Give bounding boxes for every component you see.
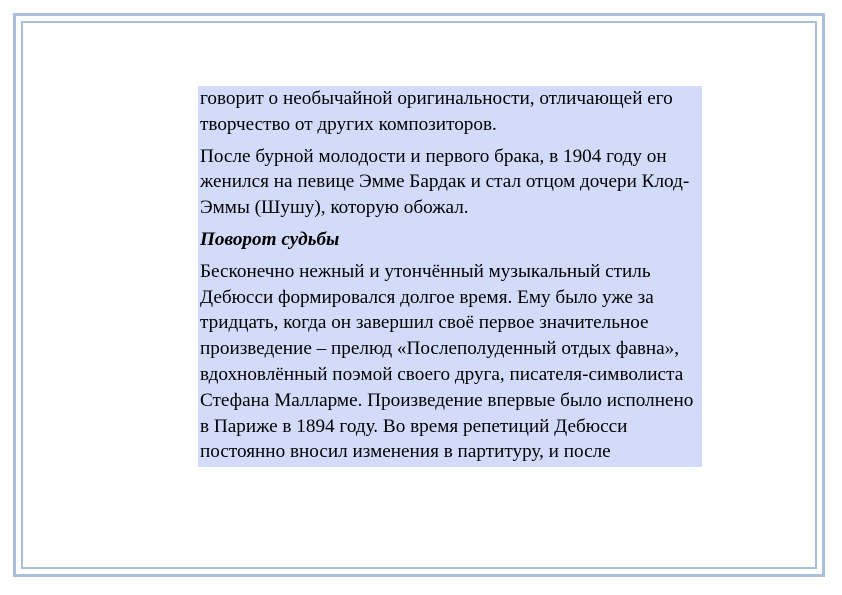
paragraph-style-development: Бесконечно нежный и утончённый музыкальный стиль Дебюсси формировался долгое время. Ему было уже за тридцать, когда он завершил своё первое значительное произведение – прелюд «Послеполуденный отдых фавна», вдохновлённый поэмой своего друга, писателя-символиста Стефана Малларме. Произведение впервые было исполнено в Париже в 1894 году. Во время репетиций Дебюсси постоянно вносил изменения в партитуру, и после [200, 260, 694, 463]
section-heading: Поворот судьбы [200, 228, 340, 250]
paragraph-marriage: После бурной молодости и первого брака, в 1904 году он женился на певице Эмме Бардак и стал отцом дочери Клод-Эммы (Шушу), которую обожал. [200, 145, 690, 219]
highlighted-text-block [198, 86, 702, 467]
paragraph-originality: говорит о необычайной оригинальности, отличающей его творчество от других композиторов. [200, 88, 673, 135]
